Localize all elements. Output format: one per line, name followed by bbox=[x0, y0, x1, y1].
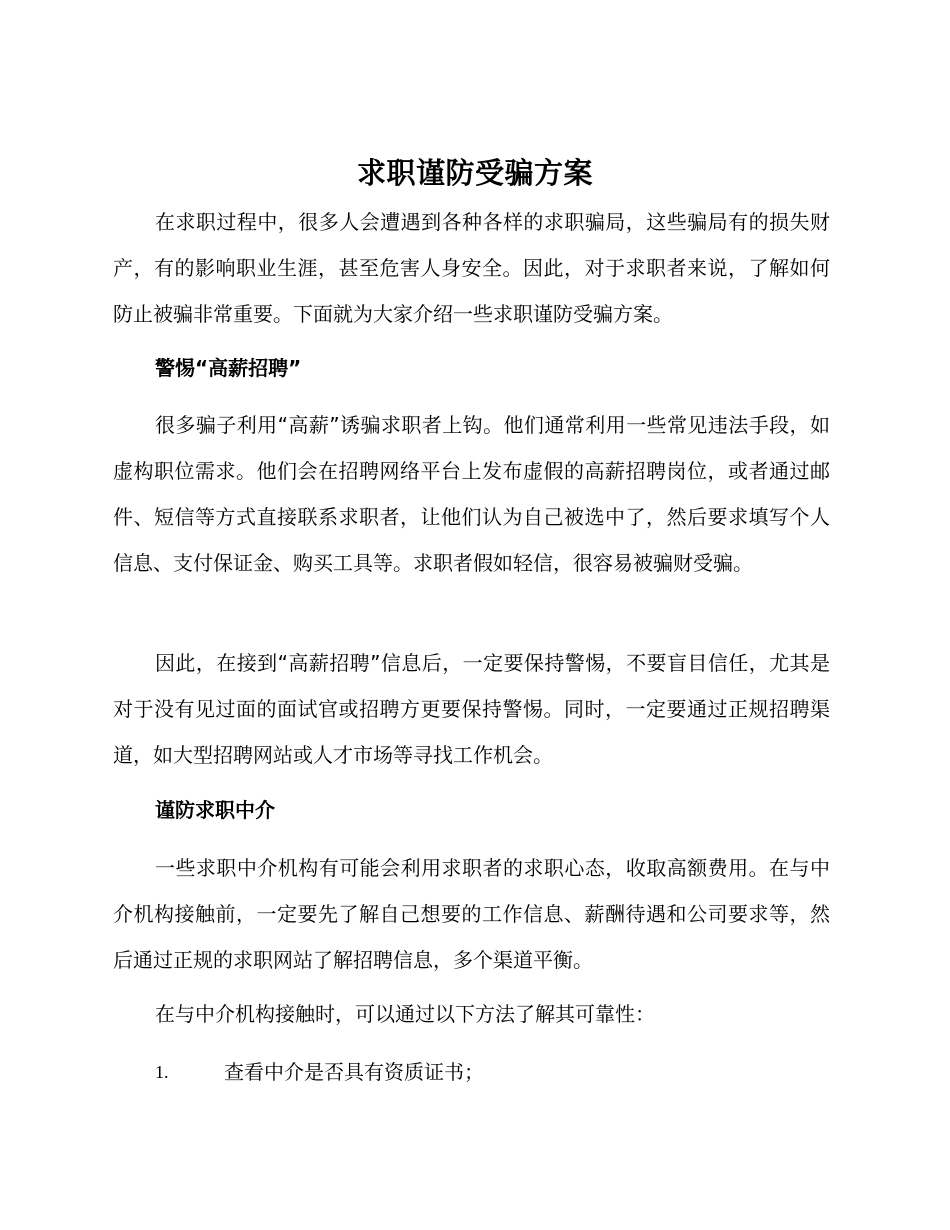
agency-paragraph-1: 一些求职中介机构有可能会利用求职者的求职心态，收取高额费用。在与中介机构接触前，一定要先了解自己想要的工作信息、薪酬待遇和公司要求等，然后通过正规的求职网站了解招聘信息，多个渠道平衡。 bbox=[113, 856, 830, 972]
agency-paragraph-2: 在与中介机构接触时，可以通过以下方法了解其可靠性： bbox=[155, 1002, 655, 1026]
list-item bbox=[155, 1049, 830, 1095]
high-salary-paragraph-2: 因此，在接到“高薪招聘”信息后，一定要保持警惕，不要盲目信任，尤其是对于没有见过面的面试官或招聘方更要保持警惕。同时，一定要通过正规招聘渠道，如大型招聘网站或人才市场等寻找工作机会。 bbox=[113, 651, 830, 767]
high-salary-paragraph-1: 很多骗子利用“高薪”诱骗求职者上钩。他们通常利用一些常见违法手段，如虚构职位需求。他们会在招聘网络平台上发布虚假的高薪招聘岗位，或者通过邮件、短信等方式直接联系求职者，让他们认为自己被选中了，然后要求填写个人信息、支付保证金、购买工具等。求职者假如轻信，很容易被骗财受骗。 bbox=[113, 413, 830, 575]
list-item-text: 查看中介是否具有资质证书； bbox=[224, 1060, 484, 1084]
intro-paragraph: 在求职过程中，很多人会遭遇到各种各样的求职骗局，这些骗局有的损失财产，有的影响职业生涯，甚至危害人身安全。因此，对于求职者来说，了解如何防止被骗非常重要。下面就为大家介绍一些求职谨防受骗方案。 bbox=[113, 210, 830, 326]
list-item-number: 1. bbox=[155, 1062, 169, 1082]
document-title: 求职谨防受骗方案 bbox=[356, 156, 593, 190]
section-heading-agency: 谨防求职中介 bbox=[155, 798, 275, 822]
section-heading-high-salary: 警惕“高薪招聘” bbox=[155, 356, 302, 380]
